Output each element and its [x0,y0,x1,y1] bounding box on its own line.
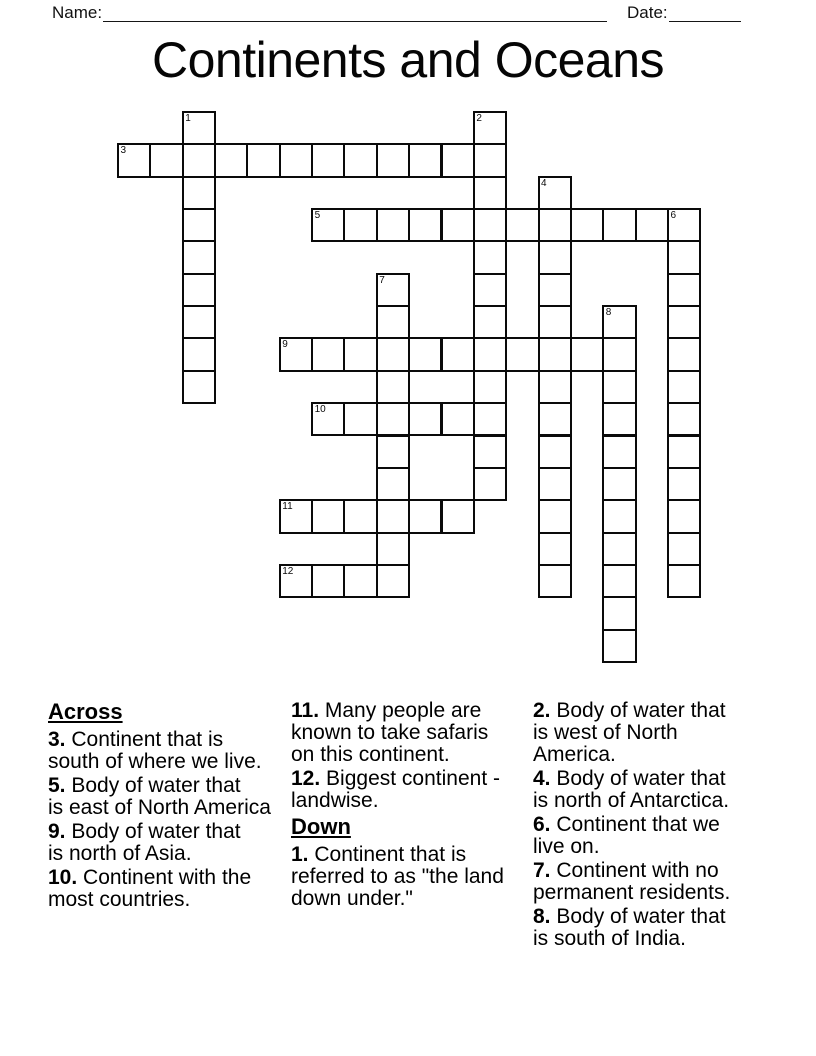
grid-cell[interactable] [182,240,216,274]
grid-cell[interactable] [279,564,313,598]
grid-cell[interactable] [311,564,345,598]
grid-cell[interactable] [602,370,636,404]
grid-cell[interactable] [667,337,701,371]
grid-cell[interactable] [538,467,572,501]
grid-cell[interactable] [376,402,410,436]
date-write-line[interactable] [669,21,741,22]
clue-number: 4. [533,767,551,790]
grid-cell[interactable] [182,143,216,177]
grid-cell[interactable] [376,564,410,598]
grid-cell[interactable] [149,143,183,177]
grid-cell[interactable] [311,499,345,533]
grid-cell[interactable] [473,208,507,242]
cell-number: 11 [282,501,293,513]
grid-cell[interactable] [602,467,636,501]
grid-cell[interactable] [182,176,216,210]
grid-cell[interactable] [667,467,701,501]
clue-10: 10. Continent with the most countries. [48,866,252,911]
grid-cell[interactable] [570,208,604,242]
cell-number: 8 [605,307,612,319]
cell-number: 7 [379,274,385,286]
grid-cell[interactable] [376,499,410,533]
grid-cell[interactable] [441,337,475,371]
cell-number: 10 [314,404,326,416]
grid-cell[interactable] [538,176,572,210]
clue-7: 7. Continent with no permanent residents. [533,859,731,904]
grid-cell[interactable] [538,240,572,274]
grid-cell[interactable] [635,208,669,242]
clue-1: 1. Continent that is referred to as "the land down under." [291,843,504,910]
grid-cell[interactable] [538,435,572,469]
grid-cell[interactable] [311,208,345,242]
clue-8: 8. Body of water that is south of India. [533,905,726,950]
grid-cell[interactable] [473,467,507,501]
grid-cell[interactable] [376,370,410,404]
grid-cell[interactable] [441,499,475,533]
clue-number: 8. [533,905,551,928]
grid-cell[interactable] [667,402,701,436]
grid-cell[interactable] [376,143,410,177]
grid-cell[interactable] [473,111,507,145]
cell-number: 1 [185,113,191,124]
grid-cell[interactable] [408,337,442,371]
grid-cell[interactable] [667,435,701,469]
name-label: Name: [52,3,103,22]
grid-cell[interactable] [408,143,442,177]
cell-number: 4 [541,177,547,189]
grid-cell[interactable] [538,305,572,339]
grid-cell[interactable] [311,337,345,371]
clues-column-3 [533,700,775,952]
grid-cell[interactable] [602,564,636,598]
cell-number: 12 [282,565,294,577]
clue-number: 11. [291,699,320,722]
clue-number: 5. [48,774,66,797]
clue-number: 1. [291,843,309,866]
grid-cell[interactable] [667,499,701,533]
grid-cell[interactable] [279,143,313,177]
clue-number: 9. [48,820,66,843]
grid-cell[interactable] [602,629,636,663]
grid-cell[interactable] [343,499,377,533]
grid-cell[interactable] [376,208,410,242]
grid-cell[interactable] [182,208,216,242]
grid-cell[interactable] [343,564,377,598]
cell-number: 6 [670,210,676,222]
cell-number: 2 [476,113,482,124]
grid-cell[interactable] [667,370,701,404]
grid-cell[interactable] [538,273,572,307]
grid-cell[interactable] [376,305,410,339]
grid-cell[interactable] [311,402,345,436]
grid-cell[interactable] [408,208,442,242]
grid-cell[interactable] [441,143,475,177]
grid-cell[interactable] [473,240,507,274]
grid-cell[interactable] [667,532,701,566]
grid-cell[interactable] [570,337,604,371]
grid-cell[interactable] [667,273,701,307]
grid-cell[interactable] [473,143,507,177]
grid-cell[interactable] [538,532,572,566]
down-header: Down [291,814,351,839]
grid-cell[interactable] [376,273,410,307]
clue-5: 5. Body of water that is east of North America [48,774,271,819]
clue-number: 3. [48,728,66,751]
cell-number: 5 [314,210,321,222]
grid-cell[interactable] [473,337,507,371]
grid-cell[interactable] [602,499,636,533]
clue-6: 6. Continent that we live on. [533,813,720,858]
clue-number: 12. [291,767,321,790]
clue-number: 10. [48,866,78,889]
clues-column-2 [291,700,533,912]
clue-4: 4. Body of water that is north of Antarctica. [533,767,730,812]
date-label: Date: [627,3,668,22]
name-write-line[interactable] [103,21,607,22]
grid-cell[interactable] [538,564,572,598]
grid-cell[interactable] [538,402,572,436]
clue-3: 3. Continent that is south of where we live. [48,728,262,773]
grid-cell[interactable] [441,208,475,242]
grid-cell[interactable] [473,402,507,436]
clue-9: 9. Body of water that is north of Asia. [48,820,241,865]
grid-cell[interactable] [343,337,377,371]
grid-cell[interactable] [538,337,572,371]
grid-cell[interactable] [408,402,442,436]
clue-11: 11. Many people are known to take safaris on this continent. [291,699,489,766]
grid-cell[interactable] [602,337,636,371]
grid-cell[interactable] [182,370,216,404]
clue-number: 7. [533,859,551,882]
grid-cell[interactable] [376,337,410,371]
grid-cell[interactable] [473,176,507,210]
grid-cell[interactable] [343,143,377,177]
grid-cell[interactable] [117,143,151,177]
cell-number: 9 [282,339,288,351]
grid-cell[interactable] [538,499,572,533]
grid-cell[interactable] [279,337,313,371]
grid-cell[interactable] [667,305,701,339]
grid-cell[interactable] [538,208,572,242]
grid-cell[interactable] [602,208,636,242]
grid-cell[interactable] [473,305,507,339]
grid-cell[interactable] [602,532,636,566]
grid-cell[interactable] [246,143,280,177]
grid-cell[interactable] [279,499,313,533]
grid-cell[interactable] [473,435,507,469]
grid-cell[interactable] [538,370,572,404]
grid-cell[interactable] [376,435,410,469]
grid-cell[interactable] [214,143,248,177]
grid-cell[interactable] [376,467,410,501]
grid-cell[interactable] [473,370,507,404]
grid-cell[interactable] [343,402,377,436]
grid-cell[interactable] [311,143,345,177]
grid-cell[interactable] [182,111,216,145]
grid-cell[interactable] [667,240,701,274]
grid-cell[interactable] [408,499,442,533]
grid-cell[interactable] [505,337,539,371]
page-title: Continents and Oceans [151,32,665,88]
cell-number: 3 [120,145,127,157]
grid-cell[interactable] [182,273,216,307]
grid-cell[interactable] [441,402,475,436]
grid-cell[interactable] [182,305,216,339]
clue-number: 2. [533,699,551,722]
grid-cell[interactable] [602,402,636,436]
grid-cell[interactable] [602,435,636,469]
clue-number: 6. [533,813,551,836]
grid-cell[interactable] [182,337,216,371]
across-header: Across [48,699,123,724]
grid-cell[interactable] [667,208,701,242]
grid-cell[interactable] [602,596,636,630]
grid-cell[interactable] [343,208,377,242]
grid-cell[interactable] [667,564,701,598]
grid-cell[interactable] [376,532,410,566]
clues-column-1 [48,700,290,913]
grid-cell[interactable] [473,273,507,307]
clue-12: 12. Biggest continent - landwise. [291,767,500,812]
grid-cell[interactable] [602,305,636,339]
clue-2: 2. Body of water that is west of North America. [533,699,726,766]
grid-cell[interactable] [505,208,539,242]
